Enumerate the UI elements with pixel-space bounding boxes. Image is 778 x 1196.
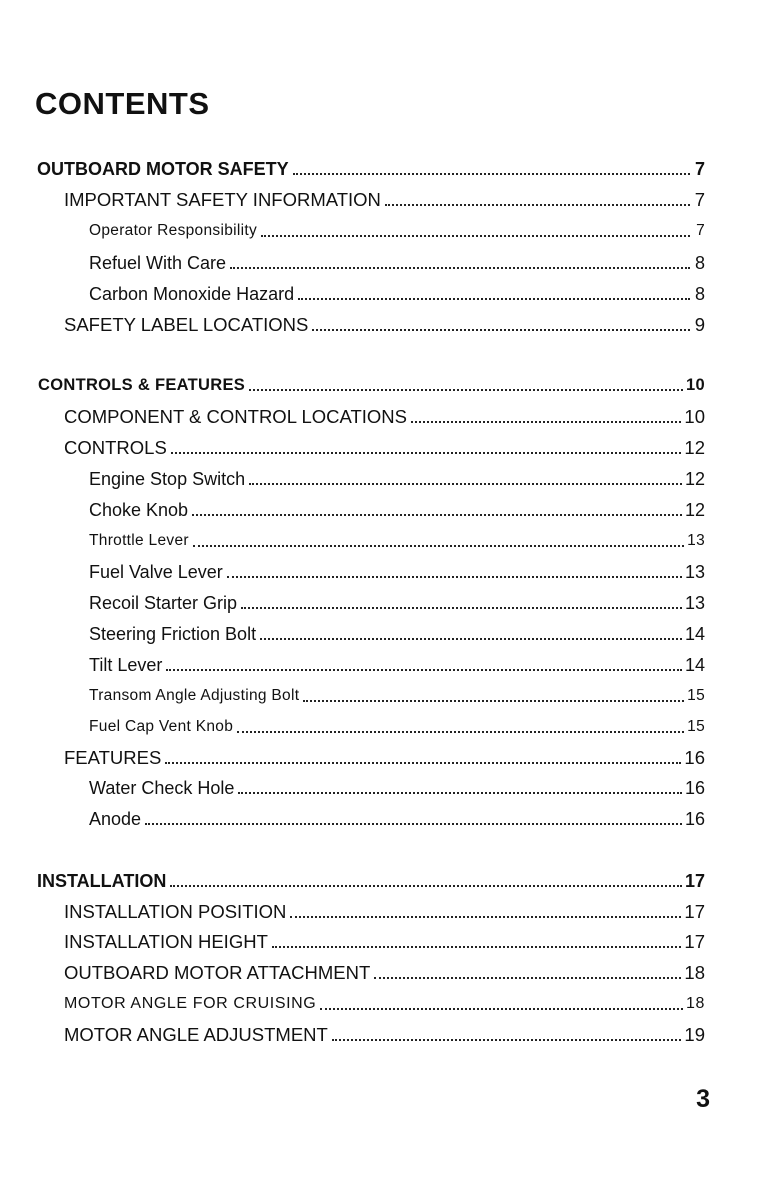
toc-label: Operator Responsibility — [89, 222, 257, 239]
dot-leader — [241, 607, 682, 609]
dot-leader — [298, 298, 690, 300]
toc-entry-motor-angle-adjustment[interactable] — [64, 1021, 705, 1045]
toc-entry-installation-height[interactable] — [64, 928, 705, 952]
toc-entry-engine-stop-switch[interactable] — [89, 465, 705, 489]
toc-page: 10 — [684, 406, 705, 427]
toc-entry-controls[interactable] — [64, 434, 705, 458]
toc-entry-transom-angle-adjusting-bolt[interactable] — [89, 682, 705, 706]
toc-entry-refuel-with-care[interactable] — [89, 249, 705, 273]
toc-page: 10 — [686, 376, 705, 394]
toc-page: 14 — [684, 655, 705, 675]
dot-leader — [374, 977, 681, 979]
dot-leader — [290, 916, 681, 918]
dot-leader — [238, 792, 682, 794]
page-title: CONTENTS — [35, 86, 210, 121]
toc-label: Fuel Cap Vent Knob — [89, 718, 234, 735]
dot-leader — [320, 1008, 683, 1010]
dot-leader — [272, 946, 682, 948]
toc-heading-controls-features[interactable] — [38, 371, 705, 395]
dot-leader — [293, 173, 690, 175]
toc-entry-important-safety-information[interactable] — [64, 186, 705, 210]
toc-page: 17 — [684, 871, 705, 891]
toc-label: FEATURES — [64, 747, 162, 768]
toc-entry-recoil-starter-grip[interactable] — [89, 589, 705, 613]
toc-entry-operator-responsibility[interactable] — [89, 217, 705, 241]
toc-heading-outboard-motor-safety[interactable] — [37, 155, 705, 179]
dot-leader — [261, 235, 690, 237]
toc-entry-motor-angle-for-cruising[interactable] — [64, 990, 705, 1014]
toc-label: Water Check Hole — [89, 778, 235, 798]
toc-page: 15 — [687, 687, 705, 704]
toc-entry-tilt-lever[interactable] — [89, 651, 705, 675]
toc-label: OUTBOARD MOTOR SAFETY — [37, 159, 289, 179]
dot-leader — [166, 669, 682, 671]
dot-leader — [249, 389, 683, 391]
dot-leader — [260, 638, 682, 640]
dot-leader — [237, 731, 684, 733]
dot-leader — [249, 483, 682, 485]
toc-label: Anode — [89, 809, 142, 829]
toc-page: 16 — [684, 747, 705, 768]
toc-label: IMPORTANT SAFETY INFORMATION — [64, 189, 381, 210]
dot-leader — [303, 700, 684, 702]
toc-page: 7 — [696, 222, 705, 239]
toc-page: 8 — [694, 284, 705, 304]
toc-page: 19 — [684, 1024, 705, 1045]
toc-label: CONTROLS — [64, 437, 167, 458]
dot-leader — [193, 545, 684, 547]
toc-label: SAFETY LABEL LOCATIONS — [64, 314, 309, 335]
toc-label: Carbon Monoxide Hazard — [89, 284, 295, 304]
toc-page: 18 — [686, 995, 705, 1012]
toc-page: 16 — [684, 809, 705, 829]
dot-leader — [171, 452, 682, 454]
toc-entry-fuel-cap-vent-knob[interactable] — [89, 713, 705, 737]
toc-label: MOTOR ANGLE ADJUSTMENT — [64, 1024, 328, 1045]
toc-label: Recoil Starter Grip — [89, 593, 238, 613]
dot-leader — [227, 576, 682, 578]
toc-entry-anode[interactable] — [89, 805, 705, 829]
dot-leader — [165, 762, 681, 764]
toc-page: 18 — [684, 962, 705, 983]
toc-page: 8 — [694, 253, 705, 273]
dot-leader — [192, 514, 682, 516]
toc-label: INSTALLATION POSITION — [64, 901, 287, 922]
dot-leader — [385, 204, 690, 206]
toc-label: Refuel With Care — [89, 253, 227, 273]
toc-entry-installation-position[interactable] — [64, 898, 705, 922]
toc-page: 12 — [684, 437, 705, 458]
dot-leader — [230, 267, 690, 269]
toc-page: 14 — [684, 624, 705, 644]
toc-label: INSTALLATION — [37, 871, 167, 891]
toc-heading-installation[interactable] — [37, 867, 705, 891]
toc-label: Engine Stop Switch — [89, 469, 246, 489]
toc-page: 16 — [684, 778, 705, 798]
toc-page: 9 — [694, 314, 705, 335]
toc-page: 7 — [694, 189, 705, 210]
page-number: 3 — [696, 1085, 710, 1113]
toc-label: COMPONENT & CONTROL LOCATIONS — [64, 406, 407, 427]
toc-page: 13 — [687, 532, 705, 549]
toc-label: OUTBOARD MOTOR ATTACHMENT — [64, 962, 371, 983]
toc-entry-steering-friction-bolt[interactable] — [89, 620, 705, 644]
toc-page: 12 — [684, 500, 705, 520]
toc-page: 7 — [694, 159, 705, 179]
toc-label: Steering Friction Bolt — [89, 624, 257, 644]
toc-page: 12 — [684, 469, 705, 489]
toc-entry-outboard-motor-attachment[interactable] — [64, 959, 705, 983]
toc-page: 13 — [684, 593, 705, 613]
toc-entry-choke-knob[interactable] — [89, 496, 705, 520]
toc-entry-fuel-valve-lever[interactable] — [89, 558, 705, 582]
toc-label: MOTOR ANGLE FOR CRUISING — [64, 995, 317, 1012]
toc-label: Tilt Lever — [89, 655, 163, 675]
toc-entry-carbon-monoxide-hazard[interactable] — [89, 280, 705, 304]
toc-entry-component-control-locations[interactable] — [64, 403, 705, 427]
toc-page: 13 — [684, 562, 705, 582]
toc-label: CONTROLS & FEATURES — [38, 376, 246, 394]
toc-label: Throttle Lever — [89, 532, 189, 549]
dot-leader — [145, 823, 682, 825]
toc-entry-safety-label-locations[interactable] — [64, 311, 705, 335]
toc-page: 17 — [684, 931, 705, 952]
toc-label: INSTALLATION HEIGHT — [64, 931, 268, 952]
toc-label: Transom Angle Adjusting Bolt — [89, 687, 300, 704]
dot-leader — [170, 885, 682, 887]
dot-leader — [411, 421, 681, 423]
toc-label: Choke Knob — [89, 500, 189, 520]
dot-leader — [312, 329, 690, 331]
toc-page: 17 — [684, 901, 705, 922]
toc-entry-throttle-lever[interactable] — [89, 527, 705, 551]
dot-leader — [332, 1039, 682, 1041]
toc-entry-water-check-hole[interactable] — [89, 774, 705, 798]
toc-label: Fuel Valve Lever — [89, 562, 223, 582]
toc-page: 15 — [687, 718, 705, 735]
toc-entry-features[interactable] — [64, 744, 705, 768]
